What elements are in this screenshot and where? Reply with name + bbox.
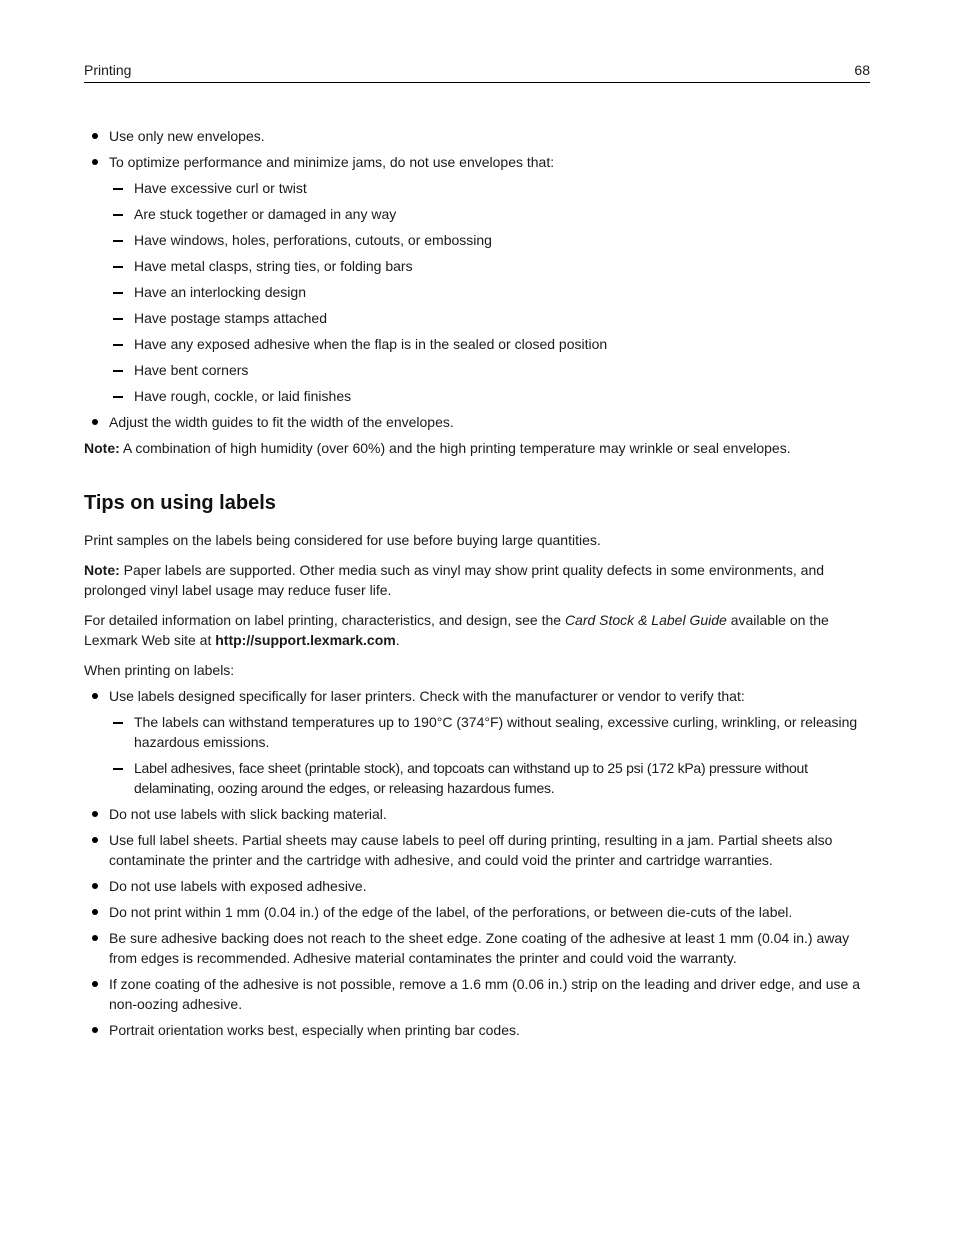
- list-item: Do not print within 1 mm (0.04 in.) of the edge of the label, of the perforations, or between die-cuts of the label.: [84, 902, 870, 922]
- list-item-text: Use labels designed specifically for laser printers. Check with the manufacturer or vendor to verify that:: [109, 688, 745, 704]
- label-verify-list: [109, 712, 870, 798]
- support-link[interactable]: http://support.lexmark.com: [215, 632, 396, 648]
- sub-list-item: Have any exposed adhesive when the flap is in the sealed or closed position: [109, 334, 870, 354]
- sub-list-item: Have rough, cockle, or laid finishes: [109, 386, 870, 406]
- running-header: [84, 60, 870, 83]
- list-item: Be sure adhesive backing does not reach to the sheet edge. Zone coating of the adhesive at least 1 mm (0.04 in.) away from edges is recommended. Adhesive material contaminates the printer and could void the warranty.: [84, 928, 870, 968]
- guide-title: Card Stock & Label Guide: [564, 612, 727, 628]
- labels-when: When printing on labels:: [84, 662, 235, 678]
- note-text: Paper labels are supported. Other media such as vinyl may show print quality defects in some environments, and prolonged vinyl label usage may reduce fuser life.: [84, 562, 825, 598]
- section-title: Printing: [84, 62, 132, 78]
- page-content: [84, 126, 870, 1046]
- sub-list-item: Have an interlocking design: [109, 282, 870, 302]
- list-item: Do not use labels with exposed adhesive.: [84, 876, 870, 896]
- labels-detail: [84, 610, 870, 650]
- list-item-text: Adjust the width guides to fit the width of the envelopes.: [109, 414, 454, 430]
- sub-list-item: Have metal clasps, string ties, or folding bars: [109, 256, 870, 276]
- sub-list-item: Have postage stamps attached: [109, 308, 870, 328]
- note-label: Note:: [84, 440, 120, 456]
- labels-note: [84, 560, 870, 600]
- labels-intro: Print samples on the labels being considered for use before buying large quantities.: [84, 532, 601, 548]
- page-number: 68: [854, 62, 870, 78]
- envelope-tips-list: [84, 126, 870, 432]
- sub-list-item: Have excessive curl or twist: [109, 178, 870, 198]
- sub-list-item: Label adhesives, face sheet (printable stock), and topcoats can withstand up to 25 psi (172 kPa) pressure without delaminating, oozing around the edges, or releasing hazardous fumes.: [109, 758, 870, 798]
- section-heading: Tips on using labels: [84, 492, 276, 514]
- detail-text: .: [395, 632, 400, 648]
- envelope-avoid-list: [109, 178, 870, 406]
- list-item: [84, 686, 870, 798]
- note-label: Note:: [84, 562, 120, 578]
- list-item: Do not use labels with slick backing material.: [84, 804, 870, 824]
- detail-text: available on the Lexmark Web site at: [84, 612, 829, 648]
- sub-list-item: Are stuck together or damaged in any way: [109, 204, 870, 224]
- list-item: [84, 126, 870, 146]
- list-item-text: To optimize performance and minimize jams, do not use envelopes that:: [109, 154, 555, 170]
- note-text: A combination of high humidity (over 60%) and the high printing temperature may wrinkle or seal envelopes.: [119, 440, 791, 456]
- sub-list-item: Have bent corners: [109, 360, 870, 380]
- list-item: If zone coating of the adhesive is not possible, remove a 1.6 mm (0.06 in.) strip on the leading and driver edge, and use a non-oozing adhesive.: [84, 974, 870, 1014]
- detail-text: For detailed information on label printing, characteristics, and design, see the: [84, 612, 565, 628]
- sub-list-item: The labels can withstand temperatures up to 190°C (374°F) without sealing, excessive curling, wrinkling, or releasing hazardous emissions.: [109, 712, 870, 752]
- list-item: Use full label sheets. Partial sheets may cause labels to peel off during printing, resulting in a jam. Partial sheets also contaminate the printer and the cartridge with adhesive, and could void the printer and cartridge warranties.: [84, 830, 870, 870]
- list-item-text: Use only new envelopes.: [109, 128, 265, 144]
- envelope-note: [84, 438, 870, 458]
- sub-list-item: Have windows, holes, perforations, cutouts, or embossing: [109, 230, 870, 250]
- list-item: Portrait orientation works best, especially when printing bar codes.: [84, 1020, 870, 1040]
- label-tips-list: [84, 686, 870, 1040]
- list-item: [84, 412, 870, 432]
- list-item: [84, 152, 870, 406]
